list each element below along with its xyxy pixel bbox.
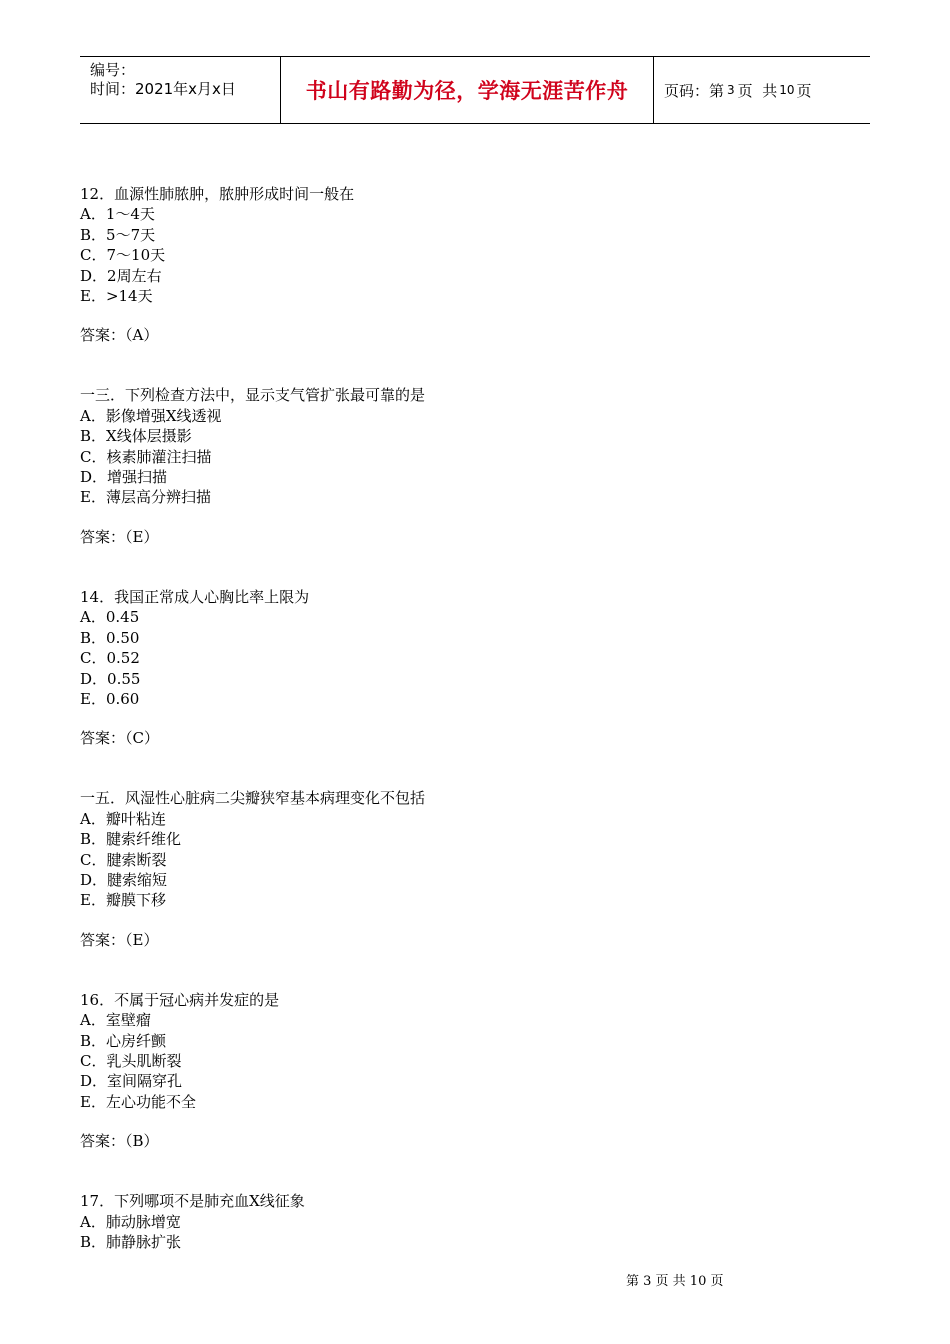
question-option: C．核素肺灌注扫描 [80,447,212,466]
question-option: A．0.45 [80,608,140,627]
question-option: B．肺静脉扩张 [80,1233,182,1251]
question-option: D．腱索缩短 [80,870,168,889]
question-stem: 17．下列哪项不是肺充血X线征象 [80,1192,305,1211]
question-block [80,184,860,345]
question-option: A．室壁瘤 [80,1011,151,1030]
question-option: D．增强扫描 [80,468,168,487]
question-stem: 16．不属于冠心病并发症的是 [80,990,280,1009]
page-footer: 第 3 页 共 10 页 [626,1274,724,1289]
question-option: D．2周左右 [80,266,162,285]
number-label: 编号： [90,61,136,79]
question-stem: 12．血源性肺脓肿，脓肿形成时间一般在 [80,185,355,203]
question-option: D．室间隔穿孔 [80,1072,183,1091]
header-meta [80,57,281,123]
question-option: C．乳头肌断裂 [80,1051,182,1070]
page-suffix: 页 [796,81,812,100]
question-option: A．瓣叶粘连 [80,809,166,828]
question-block [80,587,860,748]
question-option: A．1～4天 [80,205,155,224]
page-total: 10 [779,83,795,97]
question-stem: 一五．风湿性心脏病二尖瓣狭窄基本病理变化不包括 [80,789,426,808]
question-option: C．0.52 [80,649,140,668]
question-block [80,385,860,546]
header-page-number [654,57,870,123]
question-stem: 14．我国正常成人心胸比率上限为 [80,587,310,606]
question-stem: 一三．下列检查方法中，显示支气管扩张最可靠的是 [80,386,426,405]
page-header [80,56,870,124]
header-motto: 书山有路勤为径，学海无涯苦作舟 [281,57,654,123]
page-current: 3 [727,83,735,97]
time-label: 时间：2021年x月x日 [90,80,236,98]
question-option: C．腱索断裂 [80,850,167,869]
question-block [80,1191,860,1252]
question-answer: 答案：（C） [80,729,159,748]
question-option: C．7～10天 [80,246,166,265]
question-option: B．心房纤颤 [80,1031,167,1050]
question-block [80,788,860,949]
question-option: E．>14天 [80,287,153,306]
question-option: D．0.55 [80,669,141,688]
question-option: B．5～7天 [80,225,156,244]
question-answer: 答案：（A） [80,326,159,345]
question-answer: 答案：（B） [80,1132,159,1151]
question-answer: 答案：（E） [80,930,159,949]
question-block [80,990,860,1151]
question-option: E．薄层高分辨扫描 [80,488,211,507]
question-option: B．腱索纤维化 [80,830,182,849]
question-option: A．影像增强X线透视 [80,406,222,425]
question-option: A．肺动脉增宽 [80,1212,181,1231]
question-option: E．0.60 [80,689,140,708]
question-list [80,184,860,1292]
question-option: B．X线体层摄影 [80,427,192,446]
question-option: E．左心功能不全 [80,1092,196,1111]
page-prefix: 页码：第 [664,81,725,100]
question-answer: 答案：（E） [80,527,159,546]
question-option: E．瓣膜下移 [80,891,166,910]
question-option: B．0.50 [80,628,140,647]
page-mid: 页 共 [737,81,778,100]
